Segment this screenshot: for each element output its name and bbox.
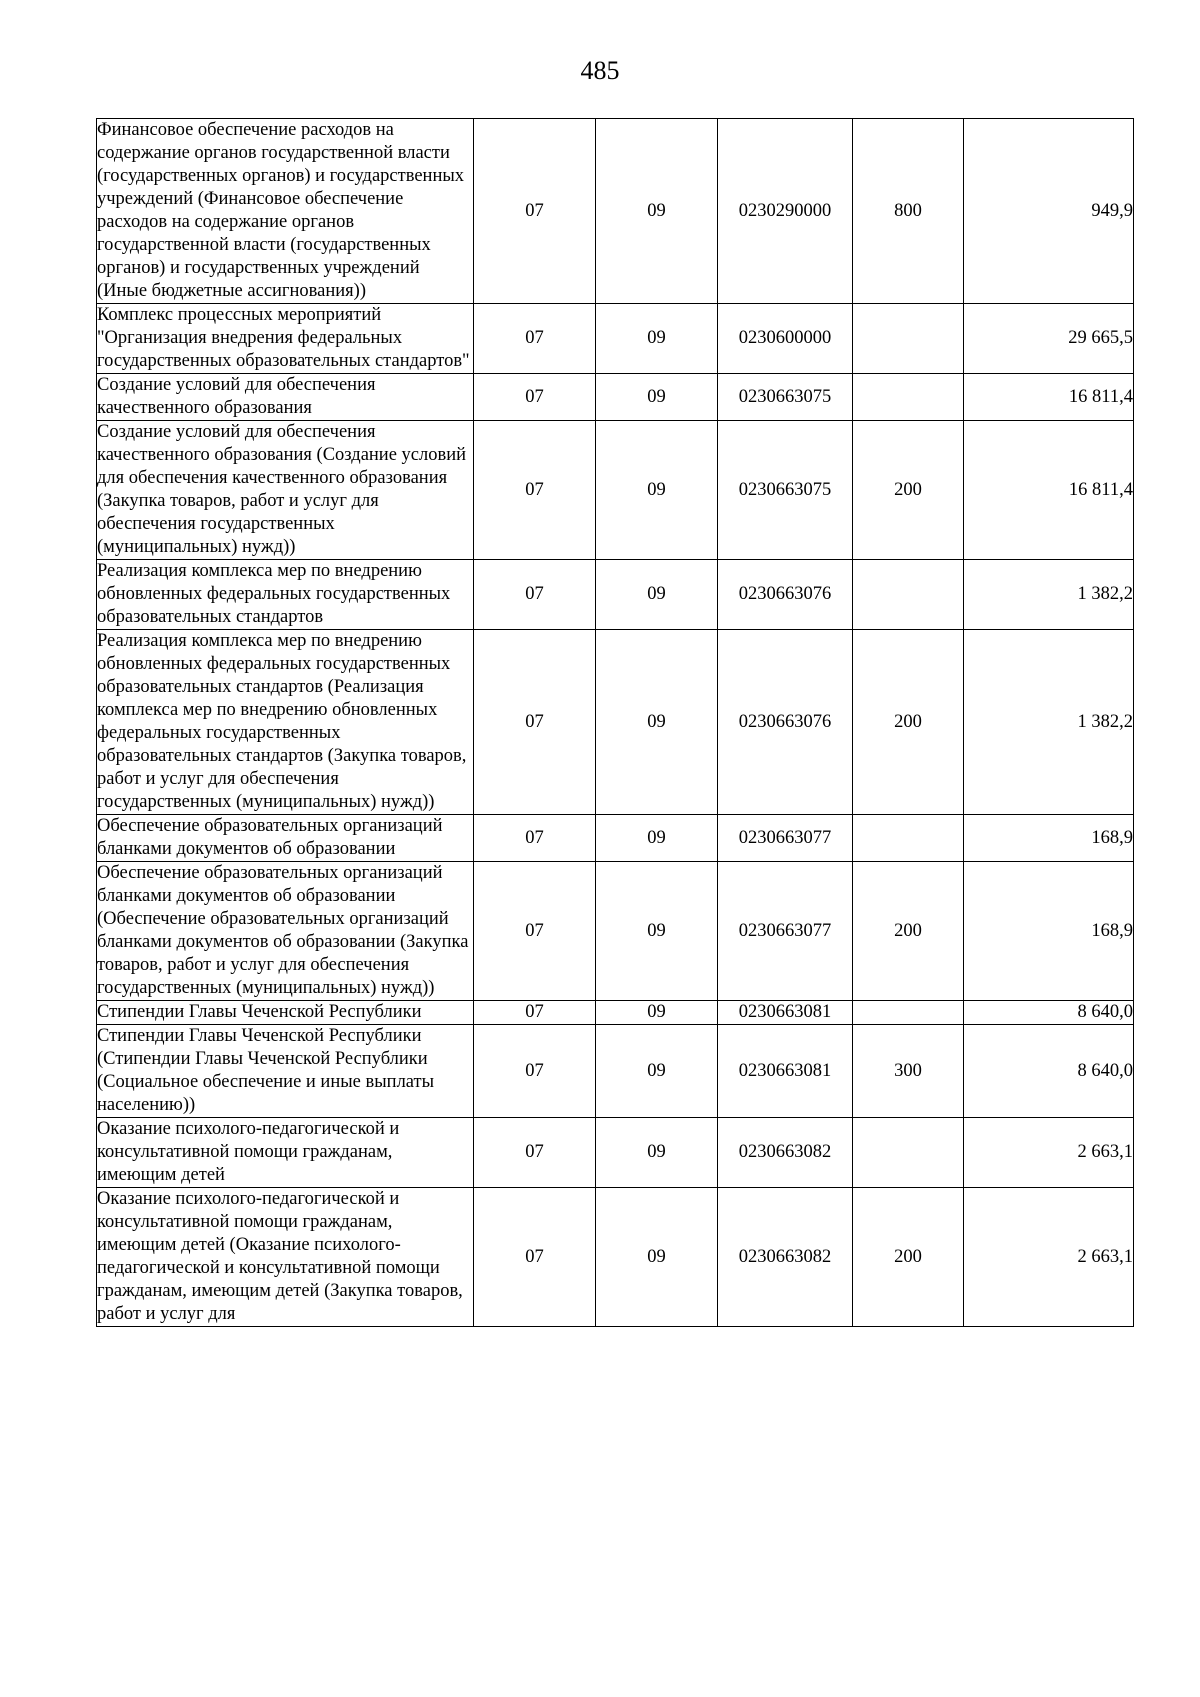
row-section: 07 bbox=[474, 119, 596, 304]
budget-table bbox=[96, 118, 1134, 1327]
table-row bbox=[97, 304, 1134, 374]
row-amount: 8 640,0 bbox=[964, 1001, 1134, 1025]
row-subsection: 09 bbox=[596, 1001, 718, 1025]
row-target-article: 0230290000 bbox=[718, 119, 853, 304]
row-target-article: 0230663076 bbox=[718, 560, 853, 630]
table-row bbox=[97, 119, 1134, 304]
row-name: Создание условий для обеспечения качественного образования bbox=[97, 374, 474, 421]
row-amount: 1 382,2 bbox=[964, 560, 1134, 630]
row-target-article: 0230663081 bbox=[718, 1025, 853, 1118]
row-expense-type: 800 bbox=[853, 119, 964, 304]
row-name: Комплекс процессных мероприятий "Организация внедрения федеральных государственных образовательных стандартов" bbox=[97, 304, 474, 374]
row-section: 07 bbox=[474, 630, 596, 815]
row-section: 07 bbox=[474, 1188, 596, 1327]
row-amount: 16 811,4 bbox=[964, 421, 1134, 560]
row-subsection: 09 bbox=[596, 630, 718, 815]
table-row bbox=[97, 1025, 1134, 1118]
row-expense-type bbox=[853, 1118, 964, 1188]
row-subsection: 09 bbox=[596, 304, 718, 374]
table-row bbox=[97, 1188, 1134, 1327]
row-expense-type: 200 bbox=[853, 1188, 964, 1327]
row-subsection: 09 bbox=[596, 862, 718, 1001]
row-name: Оказание психолого-педагогической и консультативной помощи гражданам, имеющим детей (Оказание психолого-педагогической и консультативной помощи гражданам, имеющим детей (Закупка товаров, работ и услуг для bbox=[97, 1188, 474, 1327]
row-section: 07 bbox=[474, 862, 596, 1001]
row-section: 07 bbox=[474, 1118, 596, 1188]
table-row bbox=[97, 374, 1134, 421]
row-name: Обеспечение образовательных организаций бланками документов об образовании bbox=[97, 815, 474, 862]
row-amount: 168,9 bbox=[964, 815, 1134, 862]
row-target-article: 0230600000 bbox=[718, 304, 853, 374]
row-target-article: 0230663077 bbox=[718, 862, 853, 1001]
row-amount: 16 811,4 bbox=[964, 374, 1134, 421]
row-expense-type bbox=[853, 815, 964, 862]
table-row bbox=[97, 1001, 1134, 1025]
table-row bbox=[97, 421, 1134, 560]
table-row bbox=[97, 630, 1134, 815]
row-amount: 29 665,5 bbox=[964, 304, 1134, 374]
row-subsection: 09 bbox=[596, 374, 718, 421]
row-target-article: 0230663082 bbox=[718, 1188, 853, 1327]
row-subsection: 09 bbox=[596, 1188, 718, 1327]
row-section: 07 bbox=[474, 421, 596, 560]
row-name: Реализация комплекса мер по внедрению обновленных федеральных государственных образовательных стандартов bbox=[97, 560, 474, 630]
row-section: 07 bbox=[474, 560, 596, 630]
row-expense-type bbox=[853, 374, 964, 421]
row-amount: 2 663,1 bbox=[964, 1118, 1134, 1188]
row-target-article: 0230663075 bbox=[718, 374, 853, 421]
row-name: Реализация комплекса мер по внедрению обновленных федеральных государственных образовательных стандартов (Реализация комплекса мер по внедрению обновленных федеральных государственных образовательных стандартов (Закупка товаров, работ и услуг для обеспечения государственных (муниципальных) нужд)) bbox=[97, 630, 474, 815]
row-target-article: 0230663077 bbox=[718, 815, 853, 862]
row-section: 07 bbox=[474, 815, 596, 862]
row-subsection: 09 bbox=[596, 421, 718, 560]
row-name: Обеспечение образовательных организаций бланками документов об образовании (Обеспечение образовательных организаций бланками документов об образовании (Закупка товаров, работ и услуг для обеспечения государственных (муниципальных) нужд)) bbox=[97, 862, 474, 1001]
row-section: 07 bbox=[474, 304, 596, 374]
table-row bbox=[97, 815, 1134, 862]
row-expense-type: 200 bbox=[853, 862, 964, 1001]
page-number: 485 bbox=[580, 56, 620, 85]
row-target-article: 0230663076 bbox=[718, 630, 853, 815]
row-name: Оказание психолого-педагогической и консультативной помощи гражданам, имеющим детей bbox=[97, 1118, 474, 1188]
row-expense-type: 200 bbox=[853, 630, 964, 815]
row-expense-type bbox=[853, 304, 964, 374]
row-expense-type: 300 bbox=[853, 1025, 964, 1118]
row-name: Финансовое обеспечение расходов на содержание органов государственной власти (государственных органов) и государственных учреждений (Финансовое обеспечение расходов на содержание органов государственной власти (государственных органов) и государственных учреждений (Иные бюджетные ассигнования)) bbox=[97, 119, 474, 304]
row-section: 07 bbox=[474, 1025, 596, 1118]
row-expense-type bbox=[853, 560, 964, 630]
row-subsection: 09 bbox=[596, 1118, 718, 1188]
row-name: Создание условий для обеспечения качественного образования (Создание условий для обеспечения качественного образования (Закупка товаров, работ и услуг для обеспечения государственных (муниципальных) нужд)) bbox=[97, 421, 474, 560]
row-subsection: 09 bbox=[596, 560, 718, 630]
table-row bbox=[97, 560, 1134, 630]
row-amount: 168,9 bbox=[964, 862, 1134, 1001]
row-amount: 2 663,1 bbox=[964, 1188, 1134, 1327]
row-subsection: 09 bbox=[596, 815, 718, 862]
row-target-article: 0230663081 bbox=[718, 1001, 853, 1025]
row-subsection: 09 bbox=[596, 119, 718, 304]
row-amount: 1 382,2 bbox=[964, 630, 1134, 815]
row-amount: 949,9 bbox=[964, 119, 1134, 304]
row-section: 07 bbox=[474, 374, 596, 421]
row-expense-type: 200 bbox=[853, 421, 964, 560]
table-row bbox=[97, 862, 1134, 1001]
table-row bbox=[97, 1118, 1134, 1188]
row-section: 07 bbox=[474, 1001, 596, 1025]
row-expense-type bbox=[853, 1001, 964, 1025]
row-name: Стипендии Главы Чеченской Республики (Стипендии Главы Чеченской Республики (Социальное обеспечение и иные выплаты населению)) bbox=[97, 1025, 474, 1118]
row-target-article: 0230663075 bbox=[718, 421, 853, 560]
row-target-article: 0230663082 bbox=[718, 1118, 853, 1188]
row-name: Стипендии Главы Чеченской Республики bbox=[97, 1001, 474, 1025]
row-amount: 8 640,0 bbox=[964, 1025, 1134, 1118]
row-subsection: 09 bbox=[596, 1025, 718, 1118]
